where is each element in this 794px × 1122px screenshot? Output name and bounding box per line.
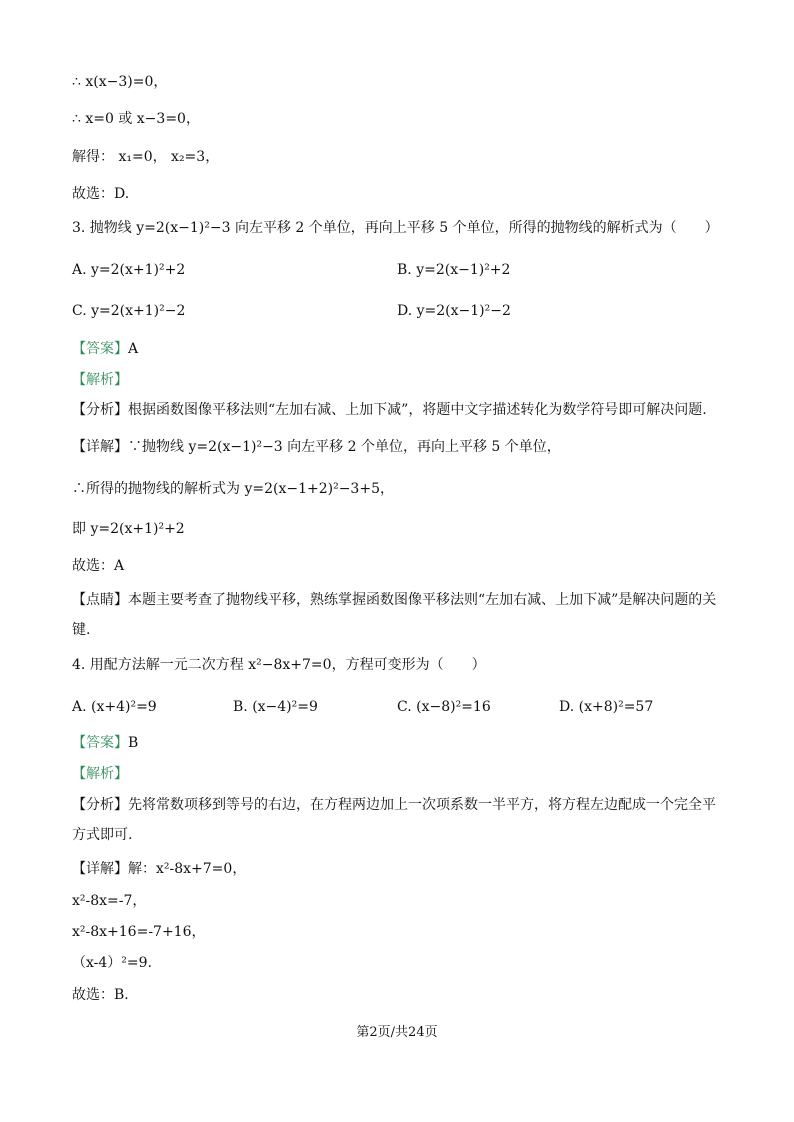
q3-jiexi-tag: 【解析】 xyxy=(72,372,128,388)
answer-value: A xyxy=(128,341,139,357)
q3-option-a: A. y=2(x+1)²+2 xyxy=(72,262,186,278)
page-footer: 第2页/共24页 xyxy=(356,1025,438,1040)
q3-option-d: D. y=2(x−1)²−2 xyxy=(397,303,511,319)
answer-value: B xyxy=(128,735,139,751)
q3-analysis xyxy=(72,400,707,420)
q4-analysis xyxy=(72,790,722,850)
math-line: 解得： x₁=0， x₂=3， xyxy=(72,149,220,165)
analysis-text: 先将常数项移到等号的右边，在方程两边加上一次项系数一半平方，将方程左边配成一个完全平方式即可. xyxy=(72,797,716,843)
analysis-tag: 【分析】 xyxy=(72,402,128,418)
analysis-tag: 【分析】 xyxy=(72,797,128,813)
math-line: （x-4）²=9. xyxy=(72,955,152,971)
q3-option-b: B. y=2(x−1)²+2 xyxy=(397,262,511,278)
comment-tag: 【点睛】 xyxy=(72,592,128,608)
q4-detail xyxy=(72,859,246,879)
q3-detail xyxy=(72,437,561,457)
detail-text: ∵抛物线 y=2(x−1)²−3 向左平移 2 个单位，再向上平移 5 个单位， xyxy=(128,439,561,455)
q4-answer xyxy=(72,733,138,753)
q4-jiexi-tag: 【解析】 xyxy=(72,766,128,782)
answer-tag: 【答案】 xyxy=(72,341,128,357)
answer-line: 故选：D. xyxy=(72,186,130,202)
math-line: ∴ x(x−3)=0， xyxy=(72,74,168,90)
q4-option-d: D. (x+8)²=57 xyxy=(559,699,654,715)
q4-option-a: A. (x+4)²=9 xyxy=(72,699,157,715)
math-line: ∴ x=0 或 x−3=0， xyxy=(72,111,200,127)
q4-option-c: C. (x−8)²=16 xyxy=(397,699,491,715)
answer-line: 故选：B. xyxy=(72,987,129,1003)
question-3: 3. 抛物线 y=2(x−1)²−3 向左平移 2 个单位，再向上平移 5 个单位，所得的抛物线的解析式为（ ） xyxy=(72,220,719,236)
q3-answer xyxy=(72,339,138,359)
detail-tag: 【详解】 xyxy=(72,439,128,455)
question-4: 4. 用配方法解一元二次方程 x²−8x+7=0，方程可变形为（ ） xyxy=(72,657,486,673)
detail-tag: 【详解】 xyxy=(72,861,128,877)
math-line: 即 y=2(x+1)²+2 xyxy=(72,521,185,537)
q3-option-c: C. y=2(x+1)²−2 xyxy=(72,303,186,319)
math-line: x²-8x+16=-7+16， xyxy=(72,924,206,940)
q4-option-b: B. (x−4)²=9 xyxy=(233,699,318,715)
analysis-text: 根据函数图像平移法则“左加右减、上加下减”，将题中文字描述转化为数学符号即可解决问题. xyxy=(128,402,707,418)
detail-text: 解：x²-8x+7=0， xyxy=(128,861,247,877)
math-line: ∴所得的抛物线的解析式为 y=2(x−1+2)²−3+5， xyxy=(72,481,394,497)
answer-line: 故选：A xyxy=(72,558,125,574)
answer-tag: 【答案】 xyxy=(72,735,128,751)
comment-text: 本题主要考查了抛物线平移，熟练掌握函数图像平移法则“左加右减、上加下减”是解决问题的关键. xyxy=(72,592,717,638)
math-line: x²-8x=-7， xyxy=(72,893,147,909)
q3-comment xyxy=(72,585,722,645)
